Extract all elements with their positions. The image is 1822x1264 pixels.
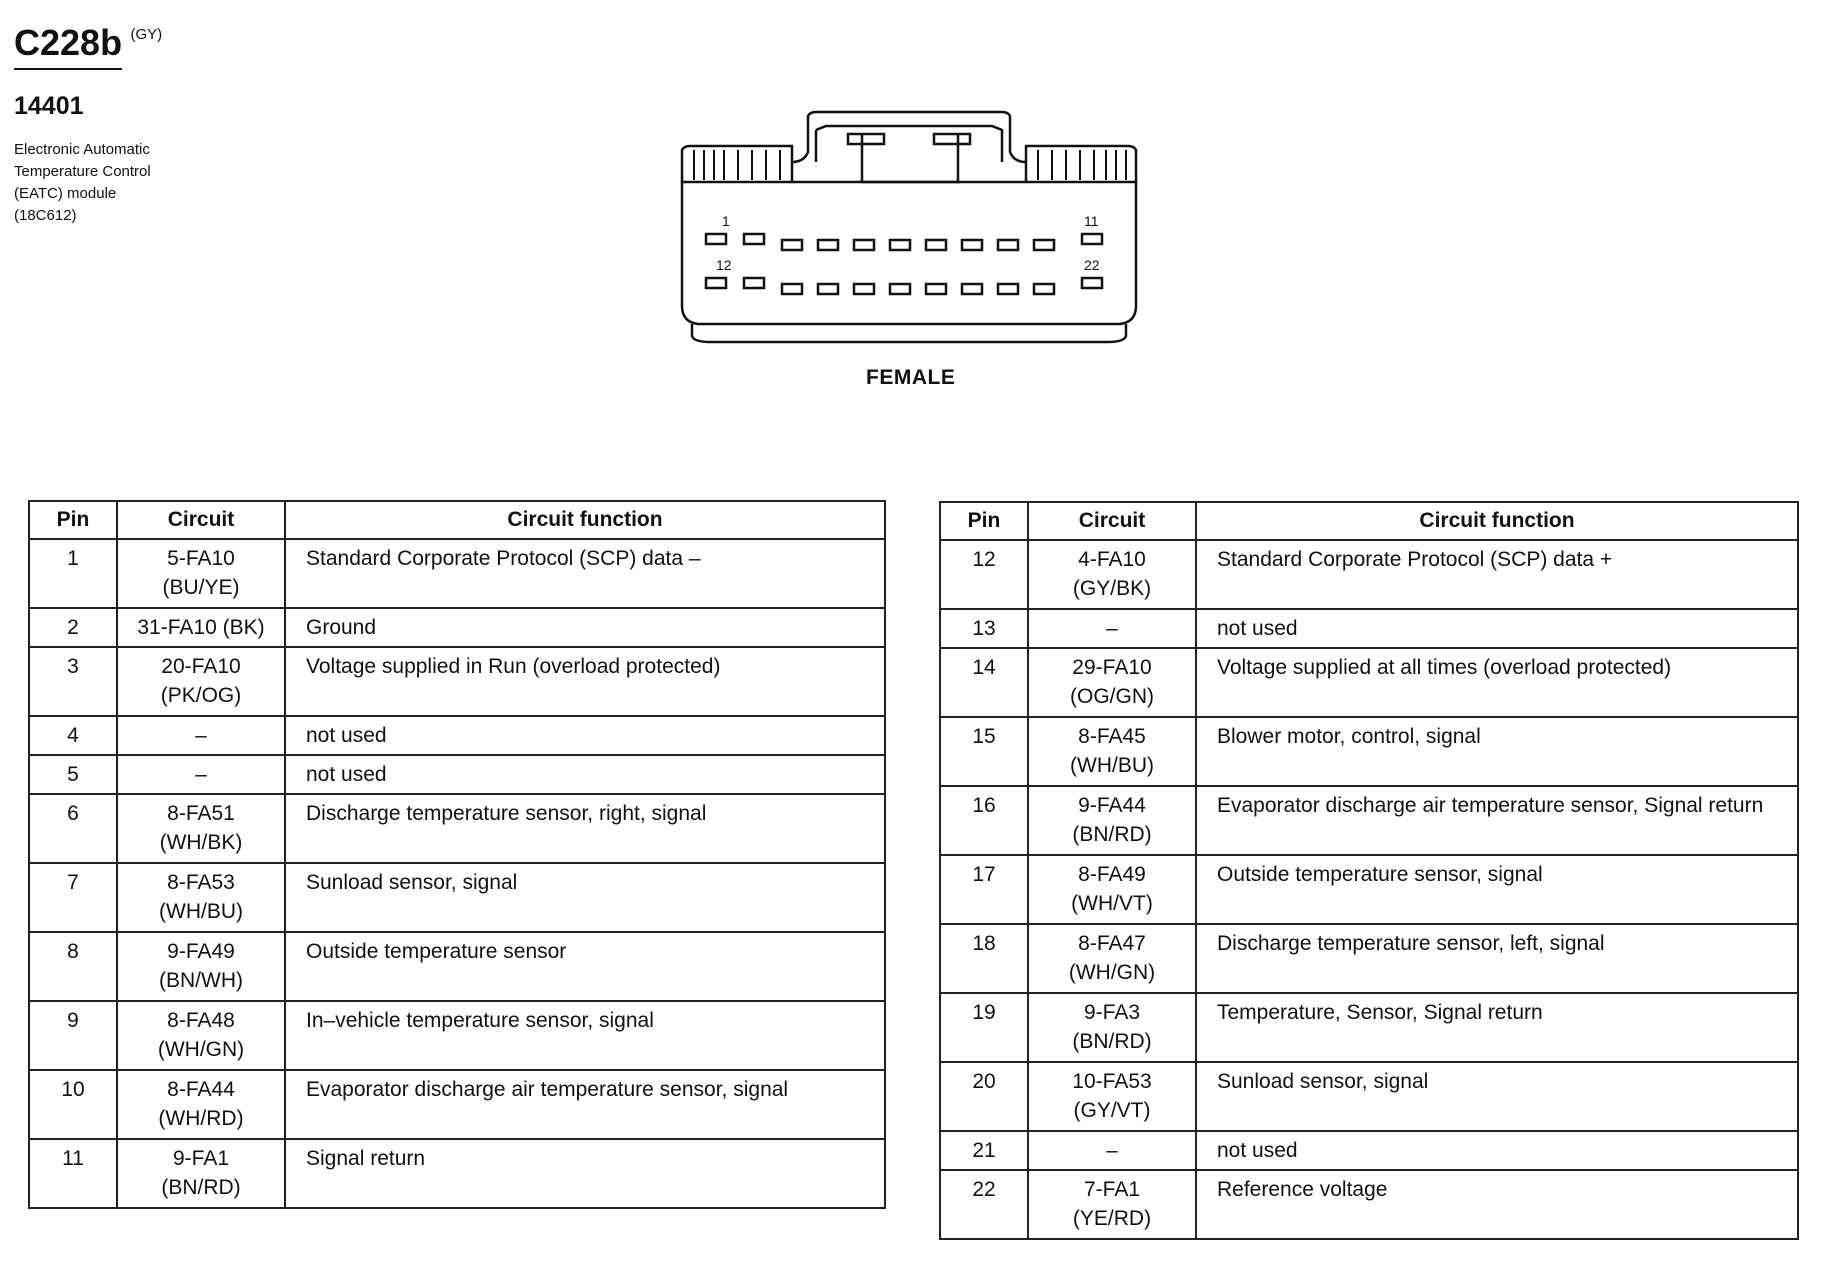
pin-number: 8 [29, 932, 117, 1001]
pin-cavity-8 [962, 240, 982, 250]
wire-color: (GY/VT) [1073, 1099, 1151, 1122]
pin-number: 12 [940, 540, 1028, 609]
table-row [940, 924, 1798, 993]
pin-cavity-14 [782, 284, 802, 294]
circuit-id: 8-FA53 [167, 871, 235, 894]
header-pin: Pin [29, 501, 117, 539]
part-number: 14401 [14, 92, 84, 120]
wire-color: (WH/RD) [158, 1107, 244, 1130]
wire-color: (BU/YE) [162, 576, 240, 599]
circuit-cell [1028, 1062, 1196, 1131]
table-row [940, 717, 1798, 786]
wire-color: (BN/WH) [159, 969, 243, 992]
pin-number: 13 [940, 609, 1028, 648]
wire-color: (WH/BU) [159, 900, 243, 923]
wire-color: (GY/BK) [1072, 577, 1152, 600]
pin-cavity-3 [782, 240, 802, 250]
circuit-function: Ground [285, 608, 885, 647]
table-row [29, 755, 885, 794]
table-row [940, 1062, 1798, 1131]
table-row [29, 863, 885, 932]
pin-number: 15 [940, 717, 1028, 786]
circuit-function: Temperature, Sensor, Signal return [1196, 993, 1798, 1062]
circuit-id: 5-FA10 [167, 547, 235, 570]
circuit-id: 9-FA44 [1078, 794, 1146, 817]
circuit-cell [117, 794, 285, 863]
pin-cavity-22 [1082, 278, 1102, 288]
circuit-id: 4-FA10 [1078, 548, 1146, 571]
circuit-id: 29-FA10 [1072, 656, 1152, 679]
circuit-cell [117, 716, 285, 755]
pin-cavity-10 [1034, 240, 1054, 250]
header-pin: Pin [940, 502, 1028, 540]
component-description: Electronic Automatic Temperature Control (EATC) module (18C612) [14, 141, 151, 224]
table-row [29, 932, 885, 1001]
pin-cavity-4 [818, 240, 838, 250]
table-row [940, 855, 1798, 924]
header-circuit: Circuit [117, 501, 285, 539]
table-row [29, 647, 885, 716]
pin-number: 20 [940, 1062, 1028, 1131]
circuit-cell [117, 1001, 285, 1070]
circuit-cell [117, 1139, 285, 1208]
circuit-cell [117, 539, 285, 608]
circuit-cell [1028, 924, 1196, 993]
pin-cavity-20 [998, 284, 1018, 294]
header-function: Circuit function [1196, 502, 1798, 540]
circuit-id: 8-FA48 [167, 1009, 235, 1032]
circuit-id: – [195, 724, 207, 747]
circuit-cell [1028, 717, 1196, 786]
circuit-cell [117, 932, 285, 1001]
pin-cavity-17 [890, 284, 910, 294]
circuit-cell [117, 1070, 285, 1139]
pin-number: 10 [29, 1070, 117, 1139]
circuit-function: Evaporator discharge air temperature sensor, Signal return [1196, 786, 1798, 855]
pin-cavity-5 [854, 240, 874, 250]
wire-color: (YE/RD) [1072, 1207, 1152, 1230]
connector-id: C228b [14, 22, 122, 70]
circuit-id: – [195, 763, 207, 786]
pin-cavity-15 [818, 284, 838, 294]
pin-cavity-11 [1082, 234, 1102, 244]
lock-tab [792, 112, 1026, 162]
table-row [940, 786, 1798, 855]
table-row [29, 1139, 885, 1208]
pinout-table-left [28, 500, 886, 1209]
pin-number: 7 [29, 863, 117, 932]
pin-cavity-9 [998, 240, 1018, 250]
circuit-cell [1028, 855, 1196, 924]
pin-cavity-19 [962, 284, 982, 294]
circuit-function: not used [285, 716, 885, 755]
circuit-function: Reference voltage [1196, 1170, 1798, 1239]
circuit-function: Outside temperature sensor, signal [1196, 855, 1798, 924]
circuit-cell [1028, 609, 1196, 648]
circuit-function: Sunload sensor, signal [285, 863, 885, 932]
circuit-id: 8-FA45 [1078, 725, 1146, 748]
circuit-function: Discharge temperature sensor, right, signal [285, 794, 885, 863]
pin-number: 19 [940, 993, 1028, 1062]
circuit-function: Discharge temperature sensor, left, signal [1196, 924, 1798, 993]
circuit-cell [117, 755, 285, 794]
header-function: Circuit function [285, 501, 885, 539]
circuit-id: 31-FA10 (BK) [137, 616, 265, 639]
wire-color: (BN/RD) [1072, 1030, 1152, 1053]
pin-cavity-1 [706, 234, 726, 244]
pin-number: 17 [940, 855, 1028, 924]
table-row [29, 1070, 885, 1139]
circuit-id: 9-FA3 [1083, 1001, 1141, 1024]
circuit-cell [1028, 540, 1196, 609]
connector-face-diagram [680, 110, 1140, 350]
circuit-cell [1028, 648, 1196, 717]
circuit-function: Standard Corporate Protocol (SCP) data – [285, 539, 885, 608]
circuit-function: not used [1196, 1131, 1798, 1170]
table-row [940, 648, 1798, 717]
circuit-cell [1028, 1170, 1196, 1239]
circuit-function: not used [1196, 609, 1798, 648]
table-row [29, 716, 885, 755]
circuit-id: – [1106, 617, 1118, 640]
pin-label-11: 11 [1084, 213, 1099, 229]
pin-number: 2 [29, 608, 117, 647]
table-row [29, 539, 885, 608]
pin-cavity-16 [854, 284, 874, 294]
circuit-id: 8-FA44 [167, 1078, 235, 1101]
pin-cavity-12 [706, 278, 726, 288]
pin-number: 11 [29, 1139, 117, 1208]
connector-gender-label: FEMALE [866, 366, 956, 389]
table-row [940, 993, 1798, 1062]
wire-color: (WH/GN) [1068, 961, 1156, 984]
pin-number: 16 [940, 786, 1028, 855]
circuit-function: Signal return [285, 1139, 885, 1208]
pin-cavity-21 [1034, 284, 1054, 294]
circuit-id: 20-FA10 [161, 655, 241, 678]
circuit-cell [1028, 1131, 1196, 1170]
circuit-function: Blower motor, control, signal [1196, 717, 1798, 786]
pin-cavity-18 [926, 284, 946, 294]
pin-number: 14 [940, 648, 1028, 717]
circuit-function: not used [285, 755, 885, 794]
circuit-cell [1028, 993, 1196, 1062]
table-row [29, 1001, 885, 1070]
connector-color-code: (GY) [130, 26, 163, 43]
pin-number: 22 [940, 1170, 1028, 1239]
wire-color: (WH/GN) [157, 1038, 245, 1061]
table-row [29, 608, 885, 647]
circuit-id: 8-FA49 [1078, 863, 1146, 886]
pin-cavity-7 [926, 240, 946, 250]
circuit-function: Voltage supplied at all times (overload protected) [1196, 648, 1798, 717]
wire-color: (WH/BU) [1070, 754, 1154, 777]
pin-cavity-6 [890, 240, 910, 250]
circuit-id: 7-FA1 [1083, 1178, 1141, 1201]
pin-number: 6 [29, 794, 117, 863]
circuit-id: 8-FA47 [1078, 932, 1146, 955]
pin-number: 5 [29, 755, 117, 794]
circuit-function: Voltage supplied in Run (overload protected) [285, 647, 885, 716]
circuit-function: Standard Corporate Protocol (SCP) data + [1196, 540, 1798, 609]
table-row [940, 1170, 1798, 1239]
circuit-id: 10-FA53 [1072, 1070, 1152, 1093]
pin-cavity-13 [744, 278, 764, 288]
wire-color: (BN/RD) [1072, 823, 1152, 846]
table-row [940, 609, 1798, 648]
circuit-cell [1028, 786, 1196, 855]
circuit-function: Outside temperature sensor [285, 932, 885, 1001]
circuit-id: 8-FA51 [167, 802, 235, 825]
pin-label-22: 22 [1084, 257, 1100, 273]
circuit-cell [117, 863, 285, 932]
pin-cavity-2 [744, 234, 764, 244]
circuit-function: In–vehicle temperature sensor, signal [285, 1001, 885, 1070]
pinout-table-right [939, 501, 1799, 1240]
wire-color: (OG/GN) [1070, 685, 1154, 708]
wire-color: (WH/BK) [159, 831, 243, 854]
pin-number: 21 [940, 1131, 1028, 1170]
pin-label-1: 1 [722, 213, 730, 229]
header-circuit: Circuit [1028, 502, 1196, 540]
table-header-row [29, 501, 885, 539]
table-row [29, 794, 885, 863]
pin-number: 9 [29, 1001, 117, 1070]
table-row [940, 540, 1798, 609]
pin-number: 3 [29, 647, 117, 716]
pin-number: 18 [940, 924, 1028, 993]
connector-header [14, 22, 314, 227]
circuit-function: Evaporator discharge air temperature sensor, signal [285, 1070, 885, 1139]
wire-color: (WH/VT) [1071, 892, 1153, 915]
wire-color: (PK/OG) [160, 684, 242, 707]
circuit-id: 9-FA49 [167, 940, 235, 963]
wire-color: (BN/RD) [161, 1176, 241, 1199]
circuit-id: – [1106, 1139, 1118, 1162]
table-header-row [940, 502, 1798, 540]
circuit-cell [117, 608, 285, 647]
pin-number: 4 [29, 716, 117, 755]
circuit-id: 9-FA1 [172, 1147, 230, 1170]
circuit-function: Sunload sensor, signal [1196, 1062, 1798, 1131]
connector-housing [682, 182, 1136, 324]
circuit-cell [117, 647, 285, 716]
pin-number: 1 [29, 539, 117, 608]
table-row [940, 1131, 1798, 1170]
pin-label-12: 12 [716, 257, 732, 273]
